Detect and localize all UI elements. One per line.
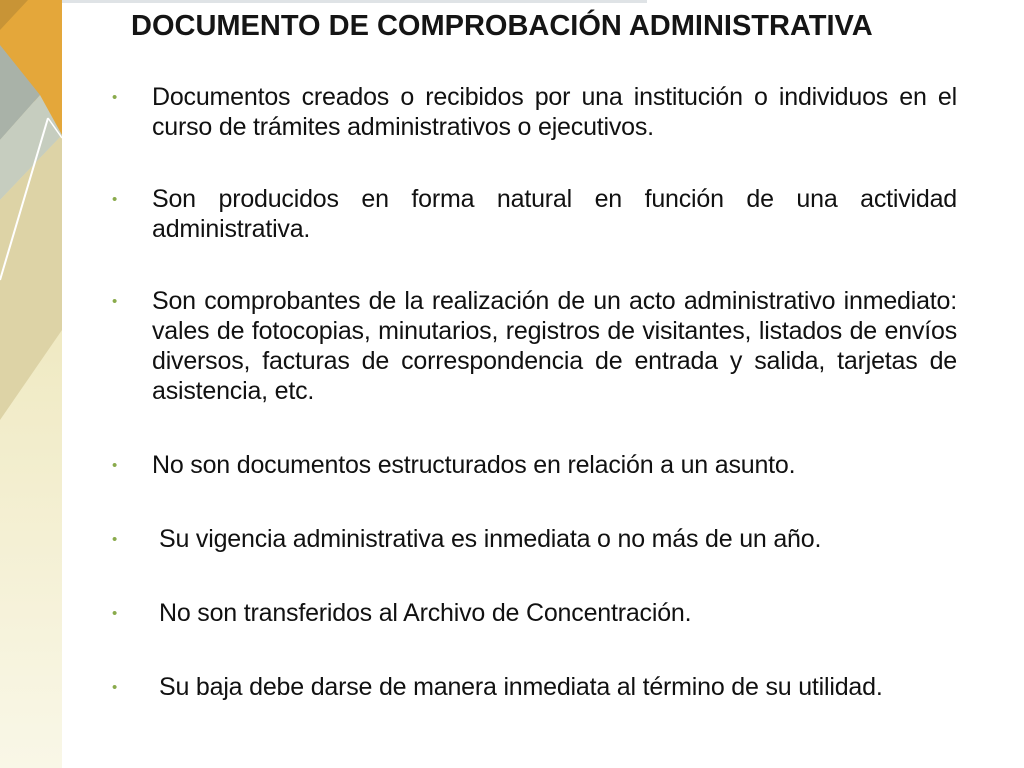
bullet-icon: • — [112, 191, 118, 208]
bullet-icon: • — [112, 531, 118, 548]
bullet-text: No son documentos estructurados en relación a un asunto. — [152, 451, 796, 479]
bullet-icon: • — [112, 679, 118, 696]
bullet-icon: • — [112, 89, 118, 106]
bullet-text: Su vigencia administrativa es inmediata o no más de un año. — [159, 525, 822, 553]
slide-title: DOCUMENTO DE COMPROBACIÓN ADMINISTRATIVA — [131, 10, 873, 42]
bullet-text: Son comprobantes de la realización de un acto administrativo inmediato: vales de fotocopias, minutarios, registros de visitantes, listados de envíos diversos, facturas de correspondencia de entrada y salida, tarjetas de asistencia, etc. — [152, 287, 957, 405]
bullet-text: No son transferidos al Archivo de Concentración. — [159, 599, 692, 627]
bullet-text: Su baja debe darse de manera inmediata al término de su utilidad. — [159, 673, 883, 701]
bullet-text: Son producidos en forma natural en función de una actividad administrativa. — [152, 185, 957, 243]
decorative-side-band — [0, 0, 62, 768]
bullet-text: Documentos creados o recibidos por una institución o individuos en el curso de trámites administrativos o ejecutivos. — [152, 83, 957, 141]
bullet-icon: • — [112, 293, 118, 310]
top-accent-strip — [62, 0, 647, 3]
bullet-icon: • — [112, 457, 118, 474]
bullet-icon: • — [112, 605, 118, 622]
